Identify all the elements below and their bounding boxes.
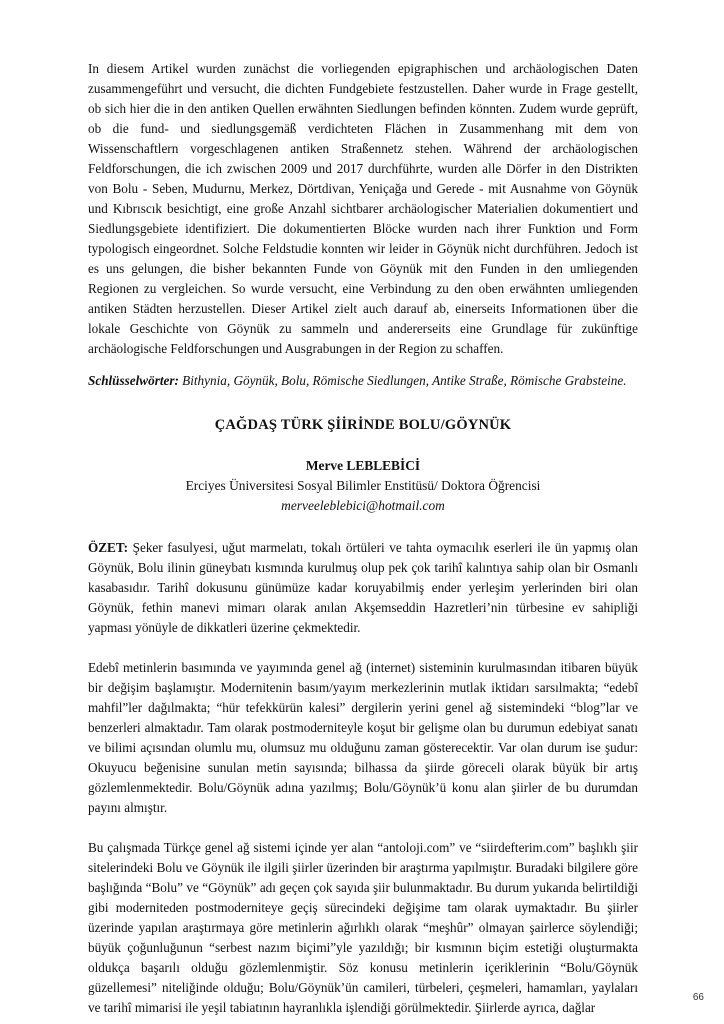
article-title: ÇAĞDAŞ TÜRK ŞİİRİNDE BOLU/GÖYNÜK — [214, 417, 512, 433]
page-number: 66 — [692, 992, 704, 1003]
german-abstract: In diesem Artikel wurden zunächst die vorliegenden epigraphischen und archäologischen Daten zusammengeführt und versucht, die dichten Fundgebiete festzustellen. Daher wurde in Frage gestellt, ob sich hier die in den antiken Quellen erwähnten Siedlungen befinden könnten. Zudem wurde geprüft, ob die fund- und siedlungsgemäß verdichteten Flächen in Zusammenhang mit dem von Wissenschaftlern vorgeschlagenen antiken Straßennetz stehen. Während der archäologischen Feldforschungen, die ich zwischen 2009 und 2017 durchführte, wurden alle Dörfer in den Distrikten von Bolu - Seben, Mudurnu, Merkez, Dörtdivan, Yeniçağa und Gerede - mit Ausnahme von Göynük und Kıbrıscık besichtigt, eine große Anzahl sichtbarer archäologischer Materialien dokumentiert und Siedlungsgebiete identifiziert. Die dokumentierten Blöcke wurden nach ihrer Funktion und Form typologisch eingeordnet. Solche Feldstudie konnten wir leider in Göynük nicht durchführen. Jedoch ist es uns gelungen, die bisher bekannten Funde von Göynük mit den Funden in den umliegenden Regionen zu vergleichen. So wurde versucht, eine Verbindung zu den oben erwähnten umliegenden antiken Städten herzustellen. Dieser Artikel zielt auch darauf ab, einerseits Informationen über die lokale Geschichte von Göynük zu sammeln und andererseits eine Grundlage für zukünftige archäologische Feldforschungen und Ausgrabungen in der Region zu schaffen. — [88, 61, 638, 356]
body-paragraph-2: Edebî metinlerin basımında ve yayımında genel ağ (internet) sisteminin kurulmasından itibaren büyük bir değişim başlamıştır. Modernitenin basım/yayım merkezlerinin mutlak iktidarı sarsılmakta; “edebî mahfil”ler dağılmakta; “hür tefekkürün kalesi” dergilerin yerini genel ağ sistemindeki “blog”lar ve benzerleri almaktadır. Tam olarak postmoderniteyle koşut bir gelişme olan bu durumun edebiyat sanatı ve bilimi açısından olumlu mu, olumsuz mu olduğunu zaman gösterecektir. Var olan durum ise şudur: Okuyucu beğenisine sunulan metin sayısında; bilhassa da şiirde göreceli olarak büyük bir artış gözlemlenmektedir. Bolu/Göynük adına yazılmış; Bolu/Göynük’ü konu alan şiirler de bu durumdan payını almıştır. — [88, 660, 638, 815]
keywords-label: Schlüsselwörter: — [88, 373, 179, 388]
author-affiliation: Erciyes Üniversitesi Sosyal Bilimler Enstitüsü/ Doktora Öğrencisi — [185, 478, 541, 493]
author-name: Merve LEBLEBİCİ — [305, 458, 421, 473]
keywords-line — [88, 371, 638, 391]
ozet-text: Şeker fasulyesi, uğut marmelatı, tokalı örtüleri ve tahta oymacılık eserleri ile ün yapmış olan Göynük, Bolu ilinin güneybatı kısmında kurulmuş olup pek çok tarihî kalıntıya sahip olan bir Osmanlı kasabasıdır. Tarihî dokusunu günümüze kadar koruyabilmiş ender yerleşim yerlerinden biri olan Göynük, fethin manevi mimarı olarak anılan Akşemseddin Hazretleri’nin türbesine ev sahipliği yapması yönüyle de dikkatleri üzerine çekmektedir. — [88, 540, 638, 635]
body-paragraph-3: Bu çalışmada Türkçe genel ağ sistemi içinde yer alan “antoloji.com” ve “siirdefterim.com” başlıklı şiir sitelerindeki Bolu ve Göynük ile ilgili şiirler üzerinden bir araştırma yapılmıştır. Buradaki bilgilere göre başlığında “Bolu” ve “Göynük” adı geçen çok sayıda şiir bulunmaktadır. Bu durum yukarıda belirtildiği gibi moderniteden postmoderniteye geçiş sürecindeki değişime tam olarak uymaktadır. Bu şiirler üzerinde yapılan araştırmaya göre metinlerin ağırlıklı olarak “meşhûr” olmayan şairlerce söylendiği; büyük çoğunluğunun “serbest nazım biçimi”yle yazıldığı; bir kısmının biçim estetiği oluşturmakta oldukça başarılı olduğu gözlemlenmiştir. Söz konusu metinlerin içeriklerinin “Bolu/Göynük güzellemesi” niteliğinde olduğu; Bolu/Göynük’ün camileri, türbeleri, çeşmeleri, hamamları, yaylaları ve tarihî mimarisi ile yeşil tabiatının hayranlıkla işlendiği görülmektedir. Şiirlerde ayrıca, dağlar — [88, 840, 638, 1015]
ozet-paragraph — [88, 538, 638, 638]
author-email: merveeleblebici@hotmail.com — [281, 498, 445, 513]
keywords-text: Bithynia, Göynük, Bolu, Römische Siedlungen, Antike Straße, Römische Grabsteine. — [178, 373, 627, 388]
ozet-label: ÖZET: — [88, 540, 129, 555]
document-page — [88, 59, 638, 1018]
